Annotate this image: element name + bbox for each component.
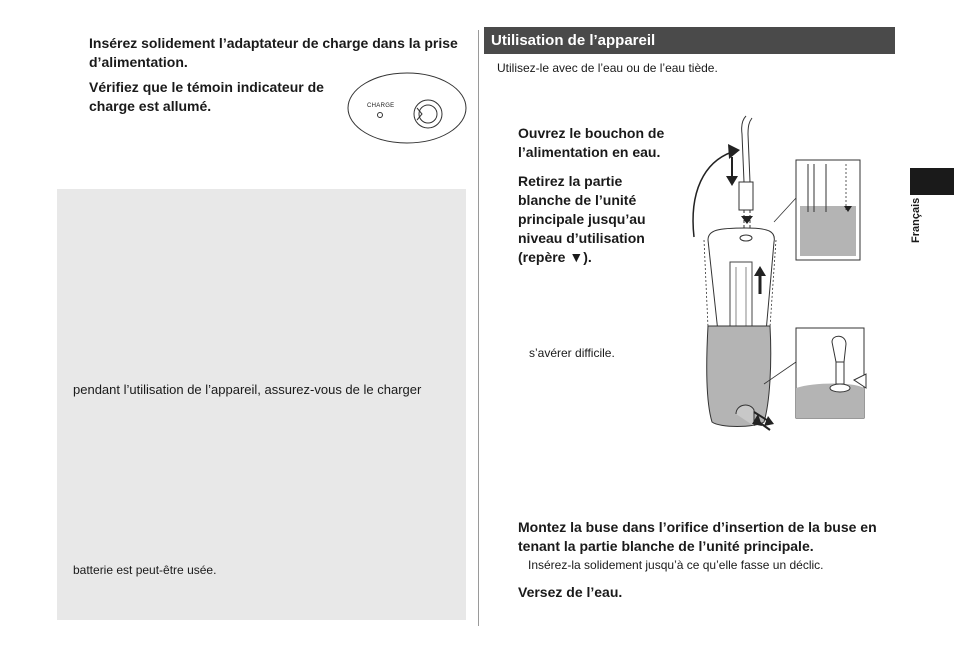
charge-led-icon — [378, 113, 383, 118]
note-charge: pendant l’utilisation de l’appareil, assurez-vous de le charger — [73, 382, 422, 397]
open-arrow-icon — [728, 144, 740, 159]
step-insert-adapter: Insérez solidement l’adaptateur de charge dans la prise d’alimentation. — [89, 35, 458, 70]
note-difficult: s’avérer difficile. — [529, 346, 615, 360]
column-divider — [478, 30, 479, 626]
charge-label: CHARGE — [367, 103, 395, 109]
arrow-down-icon — [741, 216, 753, 224]
language-tab — [910, 168, 954, 195]
step-check-indicator: Vérifiez que le témoin indicateur de charge est allumé. — [89, 79, 324, 114]
step-pour-water: Versez de l’eau. — [518, 584, 623, 600]
step-pull-white-part: Retirez la partie blanche de l’unité principale jusqu’au niveau d’utilisation (repère ▼). — [518, 173, 646, 265]
step-mount-nozzle: Montez la buse dans l’orifice d’insertion de la buse en tenant la partie blanche de l’unité principale. — [518, 519, 877, 554]
note-battery: batterie est peut-être usée. — [73, 563, 217, 577]
step-open-cap: Ouvrez le bouchon de l’alimentation en eau. — [518, 125, 665, 160]
intro-text: Utilisez-le avec de l’eau ou de l’eau tiède. — [497, 61, 718, 75]
section-title: Utilisation de l’appareil — [484, 27, 895, 54]
note-box — [57, 189, 466, 620]
note-click: Insérez-la solidement jusqu’à ce qu’elle fasse un déclic. — [528, 558, 824, 572]
charging-stand-illustration — [346, 70, 468, 146]
language-label: Français — [910, 198, 922, 244]
irrigator-illustration — [684, 112, 884, 446]
